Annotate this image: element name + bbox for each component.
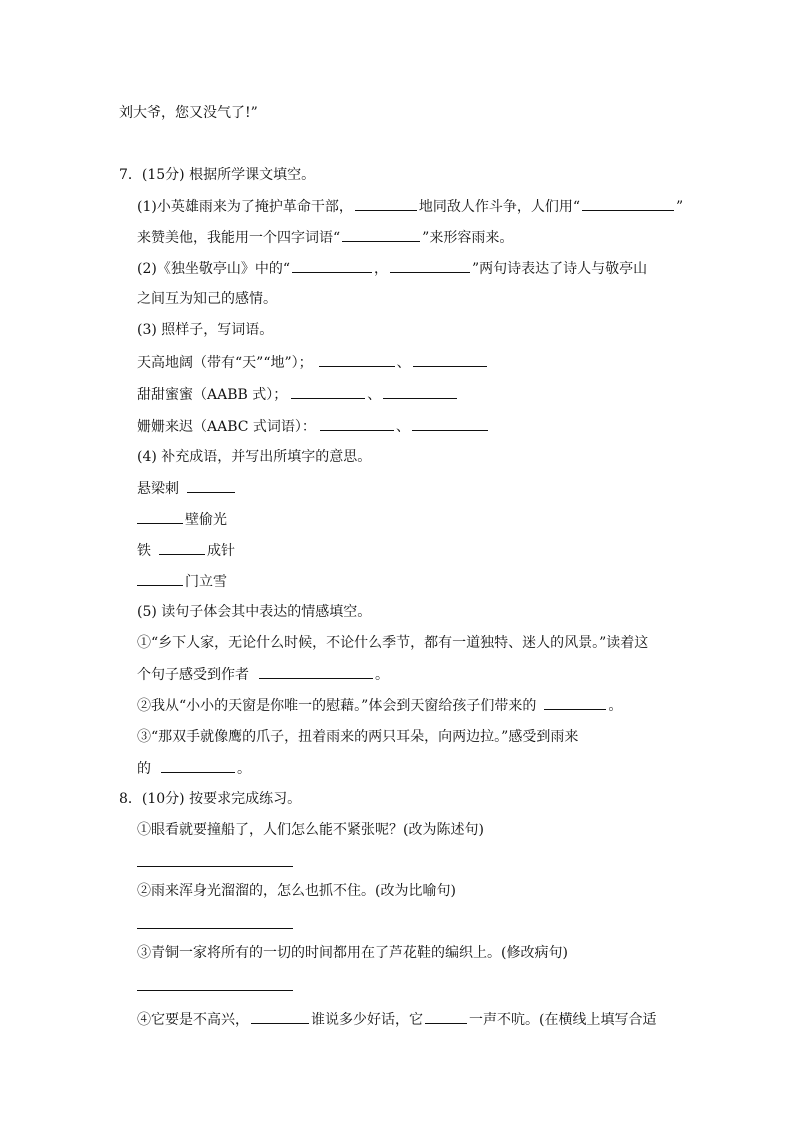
q7-part1-line2 bbox=[137, 227, 513, 248]
blank-field[interactable] bbox=[137, 509, 183, 524]
q7-part1-text-e: ”来形容雨来。 bbox=[422, 230, 514, 246]
q7-part4-header: (4) 补充成语，并写出所填字的意思。 bbox=[137, 449, 372, 465]
blank-field[interactable] bbox=[355, 196, 417, 211]
q7-part2-text-c: ”两句诗表达了诗人与敬亭山 bbox=[472, 261, 648, 277]
q7-part3-header: (3) 照样子，写词语。 bbox=[137, 322, 274, 338]
blank-field[interactable] bbox=[292, 258, 372, 273]
q7-part1-text-d: 来赞美他，我能用一个四字词语“ bbox=[137, 230, 341, 246]
blank-field[interactable] bbox=[159, 540, 205, 555]
period: 。 bbox=[608, 698, 623, 714]
separator: 、 bbox=[367, 387, 382, 403]
separator: 、 bbox=[395, 419, 410, 435]
q7-part5-item3-text: 的 bbox=[137, 761, 151, 777]
q7-part2-text-a: (2)《独坐敬亭山》中的“ bbox=[137, 261, 290, 277]
q7-idiom-2 bbox=[137, 509, 227, 530]
q7-part3-item1 bbox=[137, 352, 489, 373]
q7-part5-item1-line1: ①“乡下人家，无论什么时候，不论什么季节，都有一道独特、迷人的风景。”读着这 bbox=[137, 635, 649, 651]
period: 。 bbox=[375, 667, 389, 683]
q7-part1-text-b: 地同敌人作斗争，人们用“ bbox=[418, 199, 581, 215]
q7-idiom-4 bbox=[137, 571, 227, 592]
q7-part2-line1 bbox=[137, 258, 647, 279]
q7-part3-item2 bbox=[137, 384, 459, 405]
question-8-header: 8．(10分) 按要求完成练习。 bbox=[119, 791, 302, 807]
blank-field[interactable] bbox=[544, 695, 606, 710]
q7-part5-item3-line1: ③“那双手就像鹰的爪子，扭着雨来的两只耳朵，向两边拉。”感受到雨来 bbox=[137, 729, 579, 745]
blank-field[interactable] bbox=[137, 571, 183, 586]
q7-part3-item3-label: 姗姗来迟（AABC 式词语）： bbox=[137, 419, 316, 435]
q7-part3-item3 bbox=[137, 416, 490, 437]
q7-part1-text-c: ” bbox=[676, 199, 684, 215]
q7-part2-text-b: ， bbox=[374, 261, 388, 277]
blank-field[interactable] bbox=[413, 352, 487, 367]
blank-field[interactable] bbox=[383, 384, 457, 399]
blank-field[interactable] bbox=[319, 352, 395, 367]
q7-part5-item2 bbox=[137, 695, 622, 716]
blank-field[interactable] bbox=[187, 478, 235, 493]
q7-part3-item2-label: 甜甜蜜蜜（AABB 式）； bbox=[137, 387, 288, 403]
q7-part5-item1-text: 个句子感受到作者 bbox=[137, 667, 249, 683]
idiom-text: 悬梁刺 bbox=[137, 481, 179, 497]
question-7-header: 7．(15分) 根据所学课文填空。 bbox=[119, 167, 316, 183]
answer-line-1[interactable] bbox=[137, 866, 293, 867]
q7-part5-item2-text: ②我从“小小的天窗是你唯一的慰藉。”体会到天窗给孩子们带来的 bbox=[137, 698, 537, 714]
q8-s4-text-c: 一声不吭。(在横线上填写合适 bbox=[469, 1012, 657, 1028]
q8-sentence-2: ②雨来浑身光溜溜的，怎么也抓不住。(改为比喻句) bbox=[137, 883, 456, 899]
period: 。 bbox=[237, 761, 251, 777]
blank-field[interactable] bbox=[390, 258, 470, 273]
q7-part5-item3-line2 bbox=[137, 758, 251, 779]
continued-quote-line: 刘大爷，您又没气了!” bbox=[119, 105, 258, 121]
q7-part2-line2: 之间互为知己的感情。 bbox=[137, 291, 277, 307]
blank-field[interactable] bbox=[582, 196, 674, 211]
separator: 、 bbox=[396, 355, 411, 371]
idiom-text: 门立雪 bbox=[185, 574, 227, 590]
answer-line-3[interactable] bbox=[137, 990, 293, 991]
q8-sentence-3: ③青铜一家将所有的一切的时间都用在了芦花鞋的编织上。(修改病句) bbox=[137, 945, 568, 961]
q7-idiom-1 bbox=[137, 478, 237, 499]
idiom-text: 成针 bbox=[207, 543, 235, 559]
blank-field[interactable] bbox=[412, 416, 488, 431]
blank-field[interactable] bbox=[251, 1009, 309, 1024]
q7-part1-text-a: (1)小英雄雨来为了掩护革命干部， bbox=[137, 199, 353, 215]
blank-field[interactable] bbox=[320, 416, 394, 431]
q7-idiom-3 bbox=[137, 540, 235, 561]
idiom-text: 壁偷光 bbox=[185, 512, 227, 528]
q7-part5-header: (5) 读句子体会其中表达的情感填空。 bbox=[137, 604, 372, 620]
blank-field[interactable] bbox=[161, 758, 235, 773]
q8-s4-text-a: ④它要是不高兴， bbox=[137, 1012, 249, 1028]
blank-field[interactable] bbox=[291, 384, 365, 399]
q7-part1-line1 bbox=[137, 196, 683, 217]
answer-line-2[interactable] bbox=[137, 928, 293, 929]
idiom-text: 铁 bbox=[137, 543, 151, 559]
q8-s4-text-b: 谁说多少好话，它 bbox=[311, 1012, 423, 1028]
q7-part5-item1-line2 bbox=[137, 664, 389, 685]
blank-field[interactable] bbox=[259, 664, 373, 679]
q8-sentence-1: ①眼看就要撞船了，人们怎么能不紧张呢？(改为陈述句) bbox=[137, 822, 484, 838]
blank-field[interactable] bbox=[425, 1009, 467, 1024]
q7-part3-item1-label: 天高地阔（带有“天”“地”）； bbox=[137, 355, 313, 371]
blank-field[interactable] bbox=[342, 227, 420, 242]
q8-sentence-4 bbox=[137, 1009, 656, 1030]
